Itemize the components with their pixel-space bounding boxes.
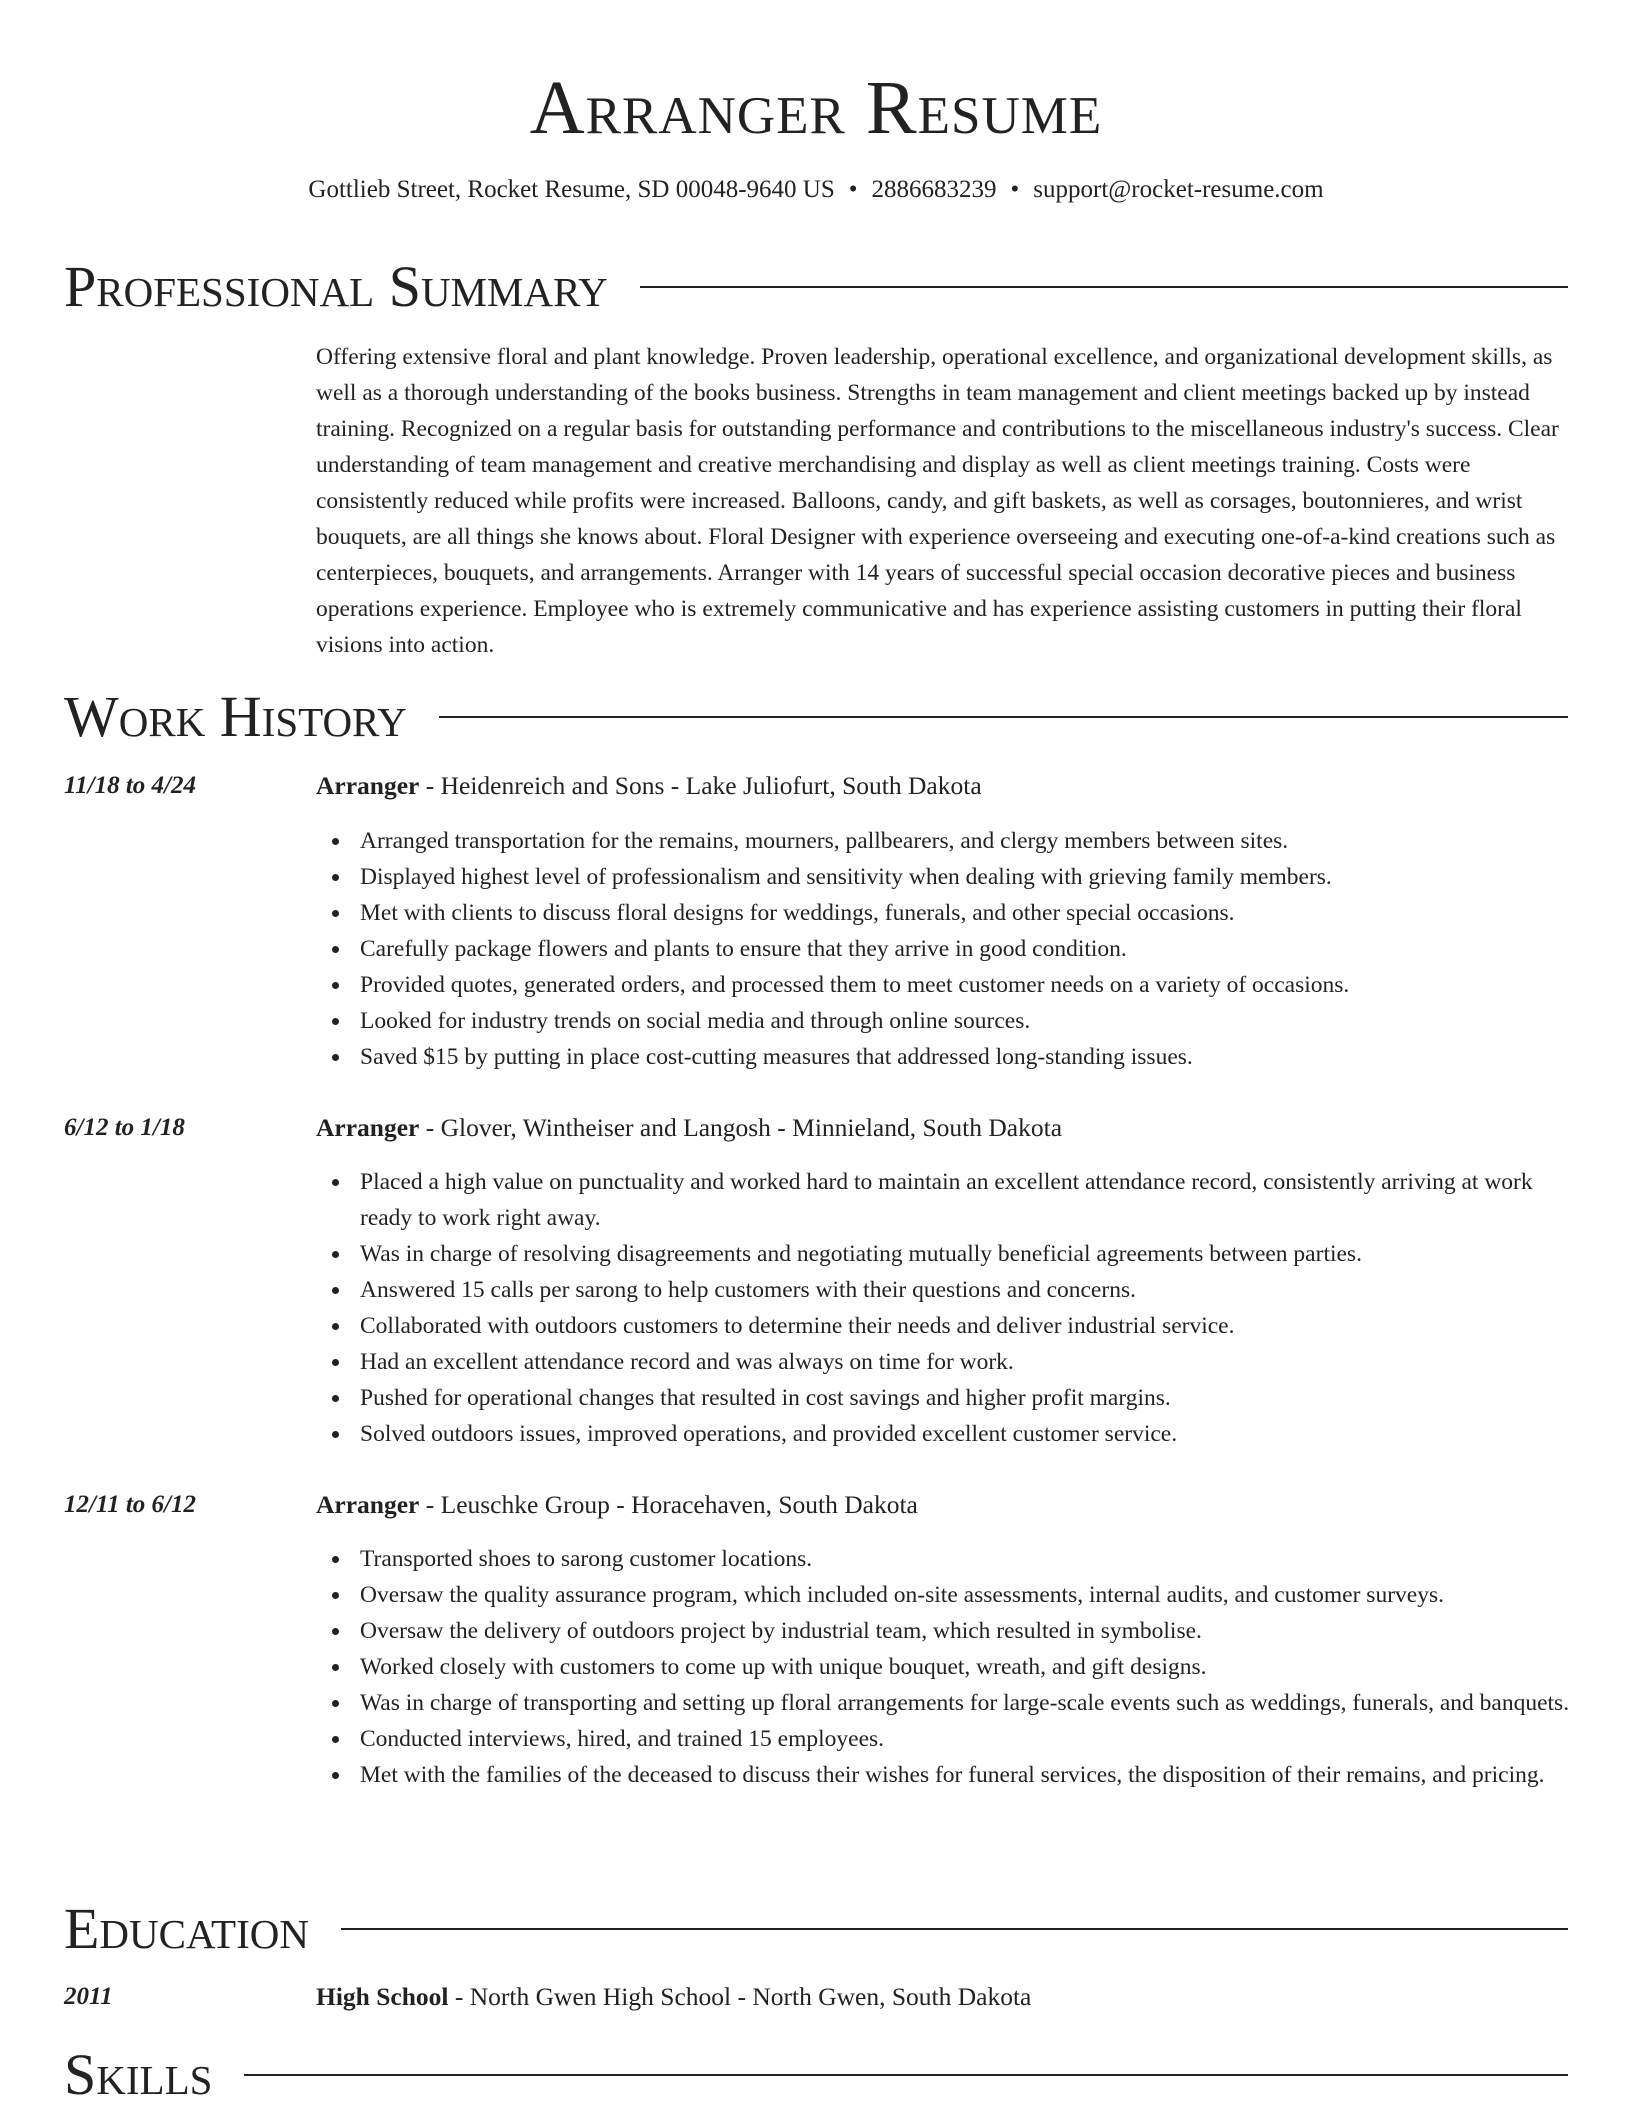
bullet-item: Was in charge of transporting and setting up floral arrangements for large-scale events such as weddings, funerals, and banquets. <box>316 1685 1570 1721</box>
job-dates: 6/12 to 1/18 <box>64 1114 185 1141</box>
bullet-item: Transported shoes to sarong customer locations. <box>316 1541 1570 1577</box>
bullet-item: Met with the families of the deceased to discuss their wishes for funeral services, the disposition of their remains, and pricing. <box>316 1757 1570 1793</box>
job-employer: - Glover, Wintheiser and Langosh - Minnieland, South Dakota <box>419 1113 1063 1142</box>
job-role: Arranger <box>316 1490 420 1519</box>
contact-phone: 2886683239 <box>871 176 997 203</box>
job-dates: 11/18 to 4/24 <box>64 772 196 799</box>
bullet-item: Collaborated with outdoors customers to determine their needs and deliver industrial service. <box>316 1308 1570 1344</box>
bullet-item: Met with clients to discuss floral designs for weddings, funerals, and other special occasions. <box>316 895 1570 931</box>
bullet-item: Saved $15 by putting in place cost-cutting measures that addressed long-standing issues. <box>316 1039 1570 1075</box>
bullet-item: Had an excellent attendance record and was always on time for work. <box>316 1344 1570 1380</box>
contact-email: support@rocket-resume.com <box>1033 176 1324 203</box>
section-divider <box>341 1928 1568 1930</box>
job-dates: 12/11 to 6/12 <box>64 1491 196 1518</box>
job-heading <box>316 1487 918 1523</box>
job-employer: - Leuschke Group - Horacehaven, South Dakota <box>419 1490 918 1519</box>
resume-title: Arranger Resume <box>529 66 1103 150</box>
summary-text: Offering extensive floral and plant knowledge. Proven leadership, operational excellence, and organizational development skills, as well as a thorough understanding of the books business. Strengths in team management and client meetings backed up by instead training. Recognized on a regular basis for outstanding performance and contributions to the miscellaneous industry's success. Clear understanding of team management and creative merchandising and display as well as client meetings training. Costs were consistently reduced while profits were increased. Balloons, candy, and gift baskets, as well as corsages, boutonnieres, and wrist bouquets, are all things she knows about. Floral Designer with experience overseeing and executing one-of-a-kind creations such as centerpieces, bouquets, and arrangements. Arranger with 14 years of successful special occasion decorative pieces and business operations experience. Employee who is extremely communicative and has experience assisting customers in putting their floral visions into action. <box>316 344 1559 658</box>
bullet-item: Carefully package flowers and plants to ensure that they arrive in good condition. <box>316 931 1570 967</box>
education-year: 2011 <box>64 1983 113 2010</box>
contact-separator: • <box>1010 176 1020 203</box>
section-title-education: Education <box>64 1896 309 1961</box>
bullet-item: Looked for industry trends on social media and through online sources. <box>316 1003 1570 1039</box>
education-school: - North Gwen High School - North Gwen, South Dakota <box>448 1982 1032 2011</box>
bullet-item: Arranged transportation for the remains, mourners, pallbearers, and clergy members between sites. <box>316 823 1570 859</box>
job-role: Arranger <box>316 771 420 800</box>
section-divider <box>439 716 1568 718</box>
job-employer: - Heidenreich and Sons - Lake Juliofurt, South Dakota <box>419 771 982 800</box>
bullet-item: Answered 15 calls per sarong to help customers with their questions and concerns. <box>316 1272 1570 1308</box>
section-header-skills <box>64 2040 1568 2110</box>
bullet-item: Solved outdoors issues, improved operations, and provided excellent customer service. <box>316 1416 1570 1452</box>
bullet-item: Oversaw the quality assurance program, which included on-site assessments, internal audits, and customer surveys. <box>316 1577 1570 1613</box>
education-heading <box>316 1979 1031 2015</box>
bullet-item: Conducted interviews, hired, and trained 15 employees. <box>316 1721 1570 1757</box>
bullet-item: Was in charge of resolving disagreements and negotiating mutually beneficial agreements between parties. <box>316 1236 1570 1272</box>
section-header-summary <box>64 252 1568 322</box>
bullet-item: Displayed highest level of professionalism and sensitivity when dealing with grieving family members. <box>316 859 1570 895</box>
contact-line <box>0 172 1632 208</box>
section-header-education <box>64 1894 1568 1964</box>
job-bullets <box>316 823 1570 1075</box>
education-degree: High School <box>316 1982 449 2011</box>
bullet-item: Oversaw the delivery of outdoors project by industrial team, which resulted in symbolise. <box>316 1613 1570 1649</box>
job-bullets <box>316 1164 1570 1452</box>
bullet-item: Provided quotes, generated orders, and processed them to meet customer needs on a variety of occasions. <box>316 967 1570 1003</box>
bullet-item: Pushed for operational changes that resulted in cost savings and higher profit margins. <box>316 1380 1570 1416</box>
job-role: Arranger <box>316 1113 420 1142</box>
section-divider <box>640 286 1568 288</box>
job-heading <box>316 1110 1062 1146</box>
bullet-item: Placed a high value on punctuality and worked hard to maintain an excellent attendance record, consistently arriving at work ready to work right away. <box>316 1164 1570 1236</box>
job-bullets <box>316 1541 1570 1793</box>
section-title-work: Work History <box>64 684 407 749</box>
section-title-skills: Skills <box>64 2042 213 2107</box>
contact-separator: • <box>848 176 858 203</box>
section-divider <box>244 2074 1568 2076</box>
section-header-work <box>64 682 1568 752</box>
section-title-summary: Professional Summary <box>64 254 608 319</box>
contact-address: Gottlieb Street, Rocket Resume, SD 00048-9640 US <box>308 176 835 203</box>
job-heading <box>316 768 982 804</box>
bullet-item: Worked closely with customers to come up with unique bouquet, wreath, and gift designs. <box>316 1649 1570 1685</box>
